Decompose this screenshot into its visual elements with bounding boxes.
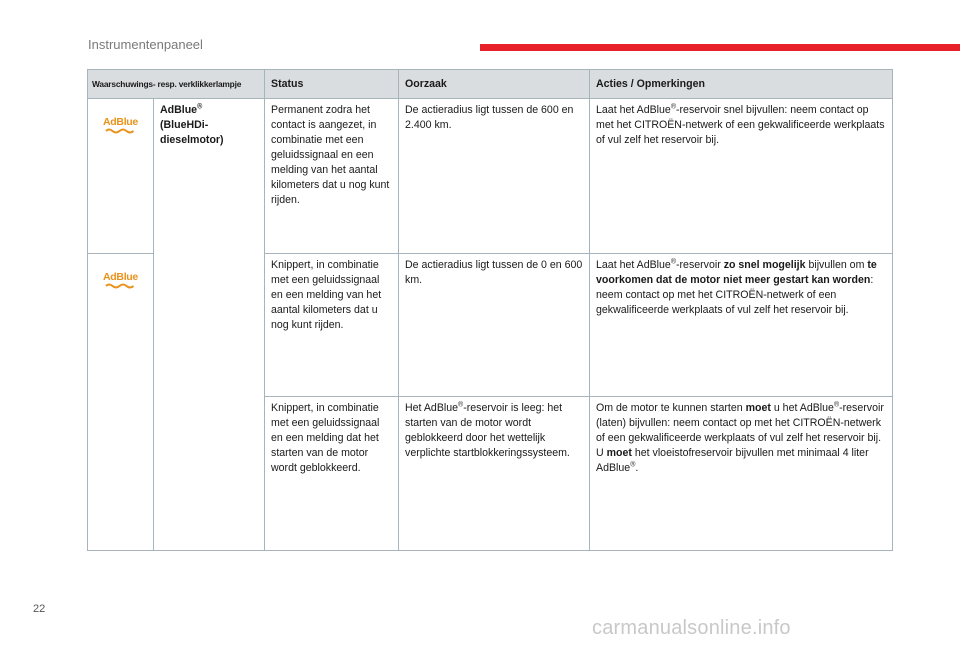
cause-cell: Het AdBlue®-reservoir is leeg: het starten van de motor wordt geblokkeerd door het wettelijk verplichte startblokkeringssysteem. [399, 397, 590, 551]
header-accent-bar [480, 44, 960, 51]
wave-icon [105, 283, 135, 289]
wave-icon [105, 128, 135, 134]
column-header-lamp: Waarschuwings- resp. verklikkerlampje [88, 70, 265, 99]
page-number: 22 [33, 603, 46, 615]
watermark: carmanualsonline.info [592, 617, 791, 639]
page-header-title: Instrumentenpaneel [88, 37, 203, 52]
column-header-cause: Oorzaak [399, 70, 590, 99]
action-cell: Laat het AdBlue®-reservoir snel bijvullen: neem contact op met het CITROËN-netwerk of een gekwalificeerde werkplaats of vul zelf het reservoir bij. [590, 99, 893, 254]
adblue-logo-text: AdBlue [103, 271, 138, 283]
adblue-warning-icon [103, 272, 138, 289]
lamp-icon-cell [88, 254, 154, 397]
lamp-icon-cell-empty [88, 397, 154, 551]
registered-mark: ® [197, 103, 203, 111]
column-header-status: Status [265, 70, 399, 99]
lamp-name: AdBlue [160, 104, 198, 116]
cause-cell: De actieradius ligt tussen de 0 en 600 km. [399, 254, 590, 397]
action-cell: Om de motor te kunnen starten moet u het AdBlue®-reservoir (laten) bijvullen: neem contact op met het CITROËN-netwerk of een gekwalificeerde werkplaats of vul zelf het reservoir bij. U moet het vloeistofreservoir bijvullen met minimaal 4 liter AdBlue®. [590, 397, 893, 551]
status-cell: Knippert, in combinatie met een geluidssignaal en een melding van het aantal kilometers dat u nog kunt rijden. [265, 254, 399, 397]
adblue-logo-text: AdBlue [103, 116, 138, 128]
adblue-warning-icon [103, 117, 138, 134]
lamp-icon-cell [88, 99, 154, 254]
warning-lamp-table [87, 69, 893, 551]
status-cell: Knippert, in combinatie met een geluidssignaal en een melding dat het starten van de motor wordt geblokkeerd. [265, 397, 399, 551]
cause-cell: De actieradius ligt tussen de 600 en 2.400 km. [399, 99, 590, 254]
lamp-name-cell [154, 99, 265, 551]
column-header-actions: Acties / Opmerkingen [590, 70, 893, 99]
lamp-subtitle: (BlueHDi-dieselmotor) [160, 119, 224, 146]
table-row [88, 99, 893, 254]
status-cell: Permanent zodra het contact is aangezet, in combinatie met een geluidssignaal en een melding van het aantal kilometers dat u nog kunt rijden. [265, 99, 399, 254]
table-header-row [88, 70, 893, 99]
action-cell: Laat het AdBlue®-reservoir zo snel mogelijk bijvullen om te voorkomen dat de motor niet meer gestart kan worden: neem contact op met het CITROËN-netwerk of een gekwalificeerde werkplaats of vul zelf het reservoir bij. [590, 254, 893, 397]
